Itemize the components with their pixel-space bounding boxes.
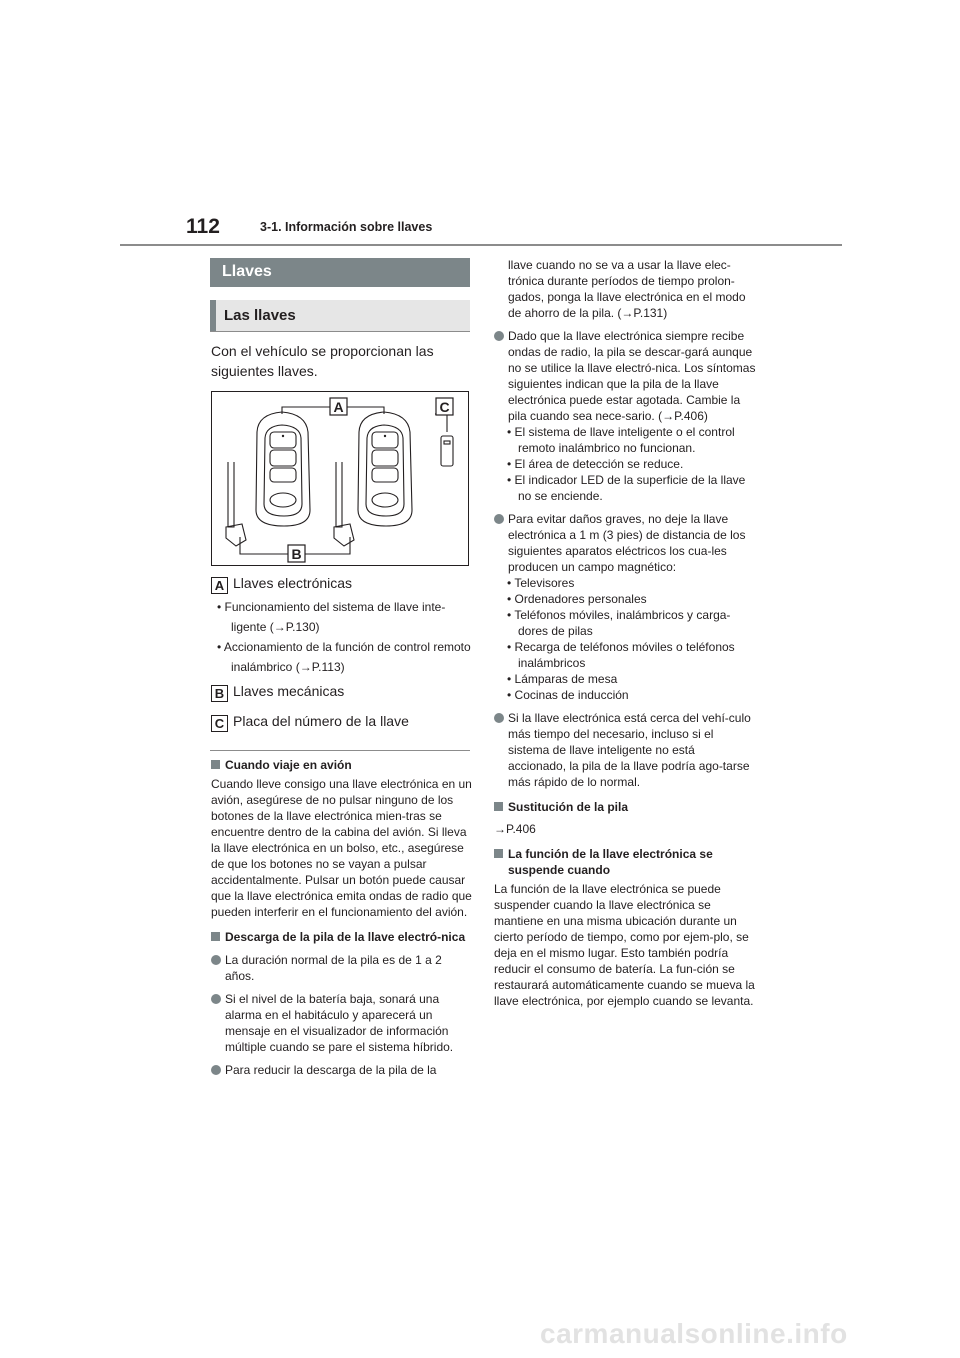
- appliance-2: • Ordenadores personales: [507, 592, 647, 606]
- symptom-2: • El área de detección se reduce.: [507, 457, 684, 471]
- logo-right: [372, 493, 398, 507]
- legend-b: [211, 682, 344, 702]
- suspend-heading-text: La función de la llave electrónica se suspende cuando: [508, 847, 713, 877]
- keys-illustration: [211, 391, 469, 566]
- appliance-6: • Cocinas de inducción: [507, 688, 629, 702]
- legend-c: [211, 712, 409, 732]
- left-notes: [211, 757, 473, 1085]
- legend-b-text: Llaves mecánicas: [233, 683, 345, 699]
- intro-text: Con el vehículo se proporcionan las siguientes llaves.: [211, 343, 434, 379]
- section-band: [210, 258, 470, 287]
- a-bullets: [213, 597, 473, 677]
- replace-heading-text: Sustitución de la pila: [508, 800, 629, 814]
- appliance-list: [494, 575, 756, 703]
- symptom-3: • El indicador LED de la superficie de la llave no se enciende.: [507, 473, 746, 503]
- battery-symptoms: [494, 424, 756, 504]
- appliance-4: • Recarga de teléfonos móviles o teléfonos inalámbricos: [507, 640, 735, 670]
- replace-heading: [494, 799, 756, 815]
- trunk-button-left: [270, 468, 296, 482]
- interference-dot: Para evitar daños graves, no deje la llave electrónica a 1 m (3 pies) de distancia de los siguientes aparatos eléctricos los cua-les producen un campo magnético:: [494, 511, 756, 575]
- subsection-title: Las llaves: [224, 307, 296, 324]
- plate-hole: [444, 441, 450, 444]
- logo-left: [270, 493, 296, 507]
- appliance-5: • Lámparas de mesa: [507, 672, 618, 686]
- keys-drawing: [212, 392, 468, 565]
- battery-dot: Dado que la llave electrónica siempre recibe ondas de radio, la pila se descar-gará aunque no se utilice la llave electró-nica. Los síntomas siguientes indican que la pila de la llave electrónica puede estar agotada. Cambie la pila cuando sea nece-sario. (→P.406): [494, 328, 756, 424]
- notes-divider: [210, 750, 470, 751]
- appliance-1: • Televisores: [507, 576, 575, 590]
- suspend-heading: [494, 846, 756, 878]
- a-bullet-2: • Accionamiento de la función de control remoto inalámbrico (→P.113): [217, 640, 471, 674]
- flight-text: Cuando lleve consigo una llave electrónica en un avión, asegúrese de no pulsar ninguno de los botones de la llave electrónica mien-tras se encuentre dentro de la cabina del avión. Si lleva la llave electrónica en un bolso, etc., asegúrese de que los botones no se vayan a pulsar accidentalmente. Pulsar un botón puede causar que la llave electrónica emita ondas de radio que pueden interferir en el funcionamiento del avión.: [211, 777, 472, 919]
- square-marker: [494, 802, 503, 811]
- legend-a-box: A: [211, 577, 228, 594]
- appliance-3: • Teléfonos móviles, inalámbricos y carga-dores de pilas: [507, 608, 731, 638]
- band-title: Llaves: [222, 263, 272, 280]
- flight-heading-text: Cuando viaje en avión: [225, 758, 352, 772]
- square-marker: [211, 760, 220, 769]
- discharge-dot-1: La duración normal de la pila es de 1 a 2 años.: [211, 952, 473, 984]
- page-number: 112: [186, 215, 220, 238]
- legend-c-box: C: [211, 715, 228, 732]
- section-title: 3-1. Información sobre llaves: [260, 220, 433, 234]
- subsection-band: [210, 300, 470, 332]
- label-a: A: [333, 399, 344, 415]
- symptom-1: • El sistema de llave inteligente o el control remoto inalámbrico no funcionan.: [507, 425, 735, 455]
- square-marker: [211, 932, 220, 941]
- lock-button-left: [270, 432, 296, 448]
- proximity-dot: Si la llave electrónica está cerca del vehí-culo más tiempo del necesario, incluso si el sistema de llave inteligente no está accionado, la pila de la llave podría ago-tarse más rápido de lo normal.: [494, 710, 756, 790]
- legend-b-box: B: [211, 685, 228, 702]
- header-rule: [120, 244, 842, 246]
- label-b: B: [291, 546, 302, 562]
- legend-c-text: Placa del número de la llave: [233, 713, 409, 729]
- label-c: C: [439, 399, 450, 415]
- watermark: carmanualsonline.info: [540, 1318, 848, 1349]
- discharge-heading-text: Descarga de la pila de la llave electró-nica: [225, 930, 466, 944]
- unlock-button-right: [372, 450, 398, 466]
- legend-a-text: Llaves electrónicas: [233, 575, 353, 591]
- legend-a: [211, 574, 352, 594]
- square-marker: [494, 849, 503, 858]
- right-notes: [494, 257, 756, 1016]
- mech-key-left-blade: [228, 462, 234, 527]
- mech-key-right-blade: [336, 462, 342, 527]
- lock-button-right: [372, 432, 398, 448]
- a-bullet-1: • Funcionamiento del sistema de llave inte-ligente (→P.130): [217, 600, 446, 634]
- band-accent: [210, 300, 216, 331]
- suspend-text: La función de la llave electrónica se puede suspender cuando la llave electrónica se mantiene en una misma ubicación durante un cierto período de tiempo, como por ejem-plo, se deja en el mismo lugar. Esto también podría reducir el consumo de batería. La fun-ción se restaurará automáticamente cuando se mueva la llave electrónica, por ejemplo cuando se levanta.: [494, 882, 755, 1008]
- flight-heading: [211, 757, 473, 773]
- continued-text: llave cuando no se va a usar la llave elec-trónica durante períodos de tiempo prolon-gados, ponga la llave electrónica en el modo de ahorro de la pila. (→P.131): [508, 258, 746, 320]
- discharge-heading: [211, 929, 473, 945]
- discharge-dot-3: Para reducir la descarga de la pila de la: [211, 1062, 473, 1078]
- leader-b-left: [240, 537, 288, 554]
- trunk-button-right: [372, 468, 398, 482]
- replace-ref: →P.406: [494, 822, 536, 836]
- discharge-dot-2: Si el nivel de la batería baja, sonará una alarma en el habitáculo y aparecerá un mensaje en el visualizador de información múltiple cuando se pare el sistema híbrido.: [211, 991, 473, 1055]
- unlock-button-left: [270, 450, 296, 466]
